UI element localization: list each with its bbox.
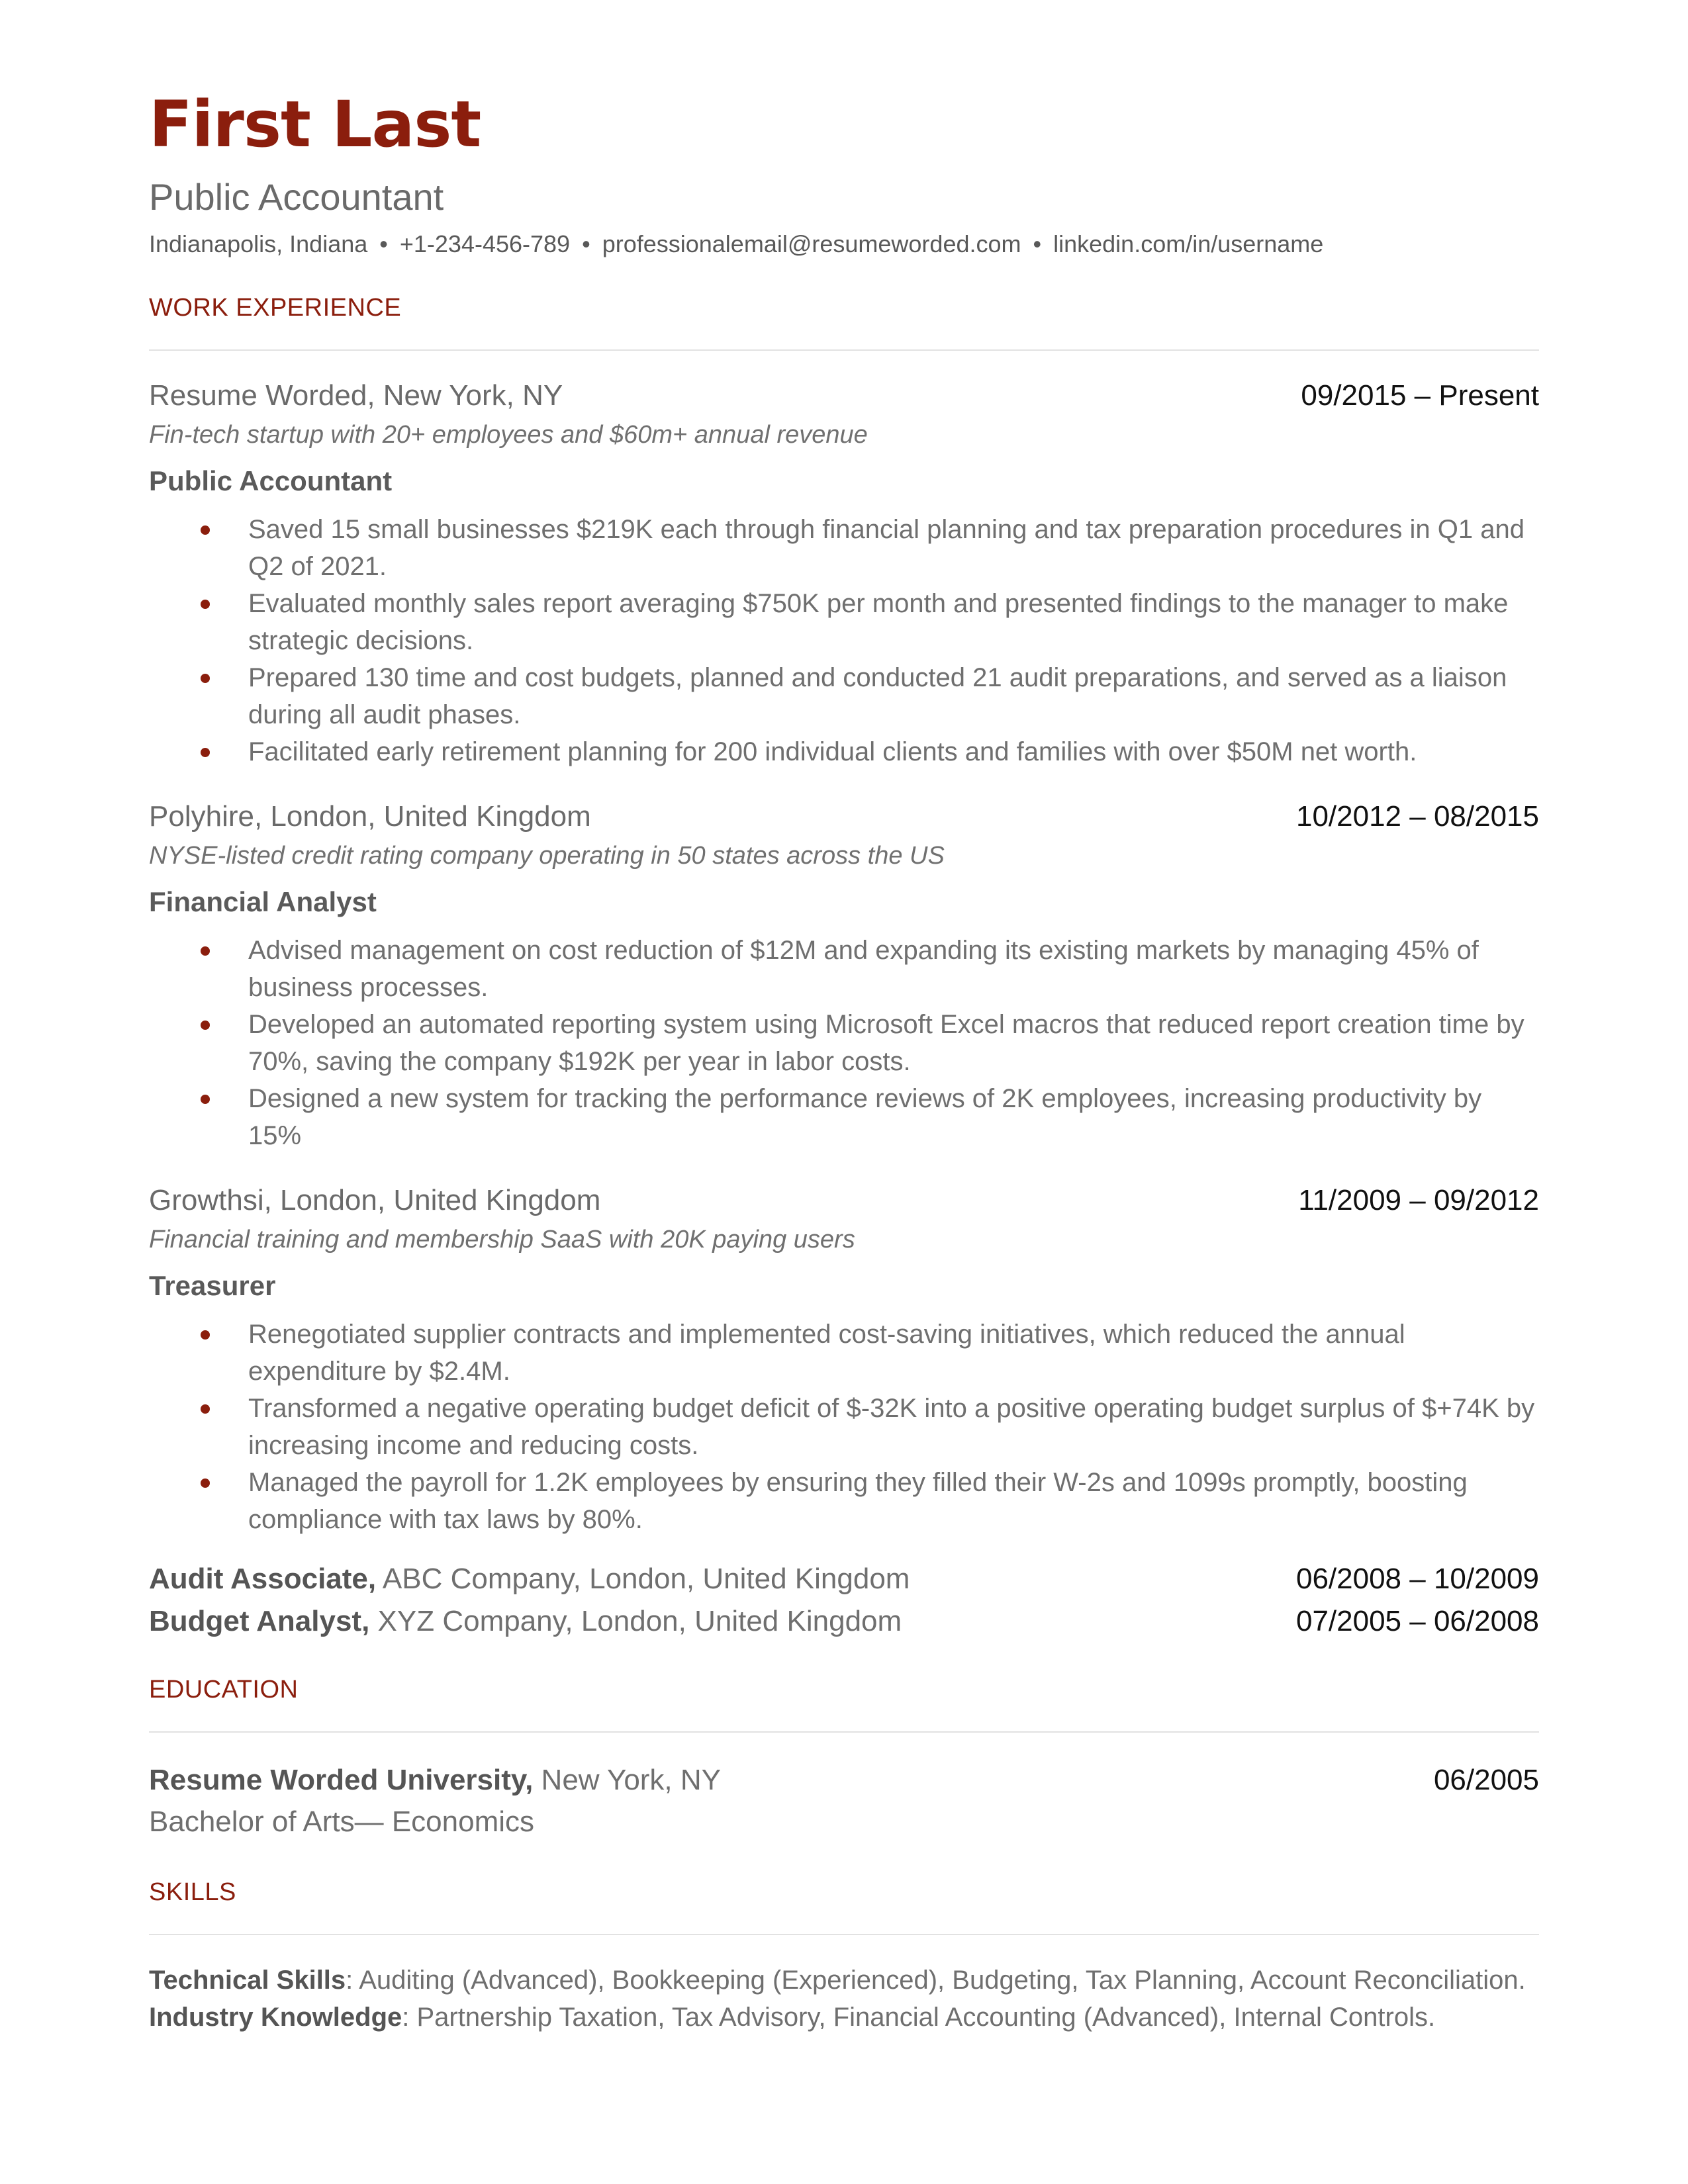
job-bullets (149, 932, 1539, 1154)
candidate-title: Public Accountant (149, 176, 444, 218)
bullet-dot (201, 600, 210, 609)
bullet-separator: • (582, 230, 590, 257)
short-job-role: Budget Analyst, (149, 1605, 370, 1637)
job-bullets (149, 511, 1539, 770)
bullet-dot (201, 748, 210, 757)
skill-value: : Auditing (Advanced), Bookkeeping (Experienced), Budgeting, Tax Planning, Account Reconciliation. (346, 1966, 1526, 1995)
bullet-dot (201, 1095, 210, 1104)
bullet-separator: • (1033, 230, 1042, 257)
section-divider (149, 1731, 1539, 1733)
job-entry (149, 798, 1539, 1154)
bullet-item: Developed an automated reporting system using Microsoft Excel macros that reduced report creation time by 70%, saving the company $192K per year in labor costs. (149, 1006, 1539, 1080)
skill-value: : Partnership Taxation, Tax Advisory, Financial Accounting (Advanced), Internal Controls. (402, 2003, 1436, 2032)
job-company: Polyhire, London, United Kingdom (149, 800, 591, 833)
candidate-name: First Last (149, 87, 481, 161)
section-title-work: WORK EXPERIENCE (149, 294, 402, 322)
job-role: Treasurer (149, 1270, 276, 1301)
contact-line (149, 229, 1539, 259)
education-degree: Bachelor of Arts— Economics (149, 1805, 535, 1838)
job-dates: 09/2015 – Present (1301, 379, 1539, 412)
bullet-dot (201, 946, 210, 956)
bullet-dot (201, 1330, 210, 1340)
short-job-company: XYZ Company, London, United Kingdom (369, 1605, 902, 1637)
bullet-dot (201, 674, 210, 683)
job-description: NYSE-listed credit rating company operating in 50 states across the US (149, 842, 945, 870)
bullet-item: Prepared 130 time and cost budgets, planned and conducted 21 audit preparations, and served as a liaison during all audit phases. (149, 659, 1539, 733)
bullet-dot (201, 1479, 210, 1488)
short-job-company: ABC Company, London, United Kingdom (376, 1563, 910, 1595)
education-entry (149, 1759, 1539, 1801)
job-entry (149, 377, 1539, 770)
bullet-dot (201, 525, 210, 535)
bullet-item: Facilitated early retirement planning for 200 individual clients and families with over $50M net worth. (149, 733, 1539, 770)
bullet-item: Advised management on cost reduction of $12M and expanding its existing markets by managing 45% of business processes. (149, 932, 1539, 1006)
short-job-entry (149, 1600, 1539, 1643)
job-description: Financial training and membership SaaS with 20K paying users (149, 1226, 855, 1253)
short-job-role: Audit Associate, (149, 1563, 377, 1595)
education-school: Resume Worded University, (149, 1764, 534, 1796)
contact-location: Indianapolis, Indiana (149, 230, 368, 257)
job-company: Resume Worded, New York, NY (149, 379, 563, 412)
skill-label: Industry Knowledge (149, 2003, 402, 2032)
resume-page (149, 86, 1539, 2036)
job-entry (149, 1182, 1539, 1538)
job-bullets (149, 1316, 1539, 1538)
bullet-dot (201, 1021, 210, 1030)
job-company: Growthsi, London, United Kingdom (149, 1184, 601, 1216)
bullet-item: Transformed a negative operating budget deficit of $-32K into a positive operating budget surplus of $+74K by increasing income and reducing costs. (149, 1390, 1539, 1464)
education-date: 06/2005 (1433, 1764, 1539, 1796)
resume-header (149, 86, 1539, 259)
bullet-item: Evaluated monthly sales report averaging $750K per month and presented findings to the manager to make strategic decisions. (149, 585, 1539, 659)
bullet-item: Renegotiated supplier contracts and implemented cost-saving initiatives, which reduced the annual expenditure by $2.4M. (149, 1316, 1539, 1390)
short-job-entry (149, 1558, 1539, 1600)
skill-line (149, 1999, 1539, 2036)
education-location: New York, NY (533, 1764, 722, 1796)
bullet-item: Managed the payroll for 1.2K employees by ensuring they filled their W-2s and 1099s promptly, boosting compliance with tax laws by 80%. (149, 1464, 1539, 1538)
job-dates: 10/2012 – 08/2015 (1295, 800, 1539, 833)
bullet-item: Designed a new system for tracking the performance reviews of 2K employees, increasing productivity by 15% (149, 1080, 1539, 1154)
job-dates: 11/2009 – 09/2012 (1298, 1184, 1539, 1216)
section-divider (149, 349, 1539, 351)
bullet-dot (201, 1404, 210, 1414)
skill-line (149, 1962, 1539, 1999)
section-title-skills: SKILLS (149, 1878, 236, 1906)
contact-linkedin[interactable]: linkedin.com/in/username (1053, 230, 1324, 257)
bullet-separator: • (379, 230, 388, 257)
contact-phone: +1-234-456-789 (399, 230, 571, 257)
job-description: Fin-tech startup with 20+ employees and $60m+ annual revenue (149, 421, 868, 449)
skill-label: Technical Skills (149, 1966, 346, 1995)
job-role: Financial Analyst (149, 886, 377, 917)
job-role: Public Accountant (149, 465, 393, 496)
section-title-education: EDUCATION (149, 1676, 299, 1704)
short-job-dates: 06/2008 – 10/2009 (1295, 1563, 1539, 1595)
bullet-item: Saved 15 small businesses $219K each through financial planning and tax preparation procedures in Q1 and Q2 of 2021. (149, 511, 1539, 585)
section-divider (149, 1934, 1539, 1935)
short-job-dates: 07/2005 – 06/2008 (1295, 1605, 1539, 1637)
contact-email[interactable]: professionalemail@resumeworded.com (602, 230, 1021, 257)
